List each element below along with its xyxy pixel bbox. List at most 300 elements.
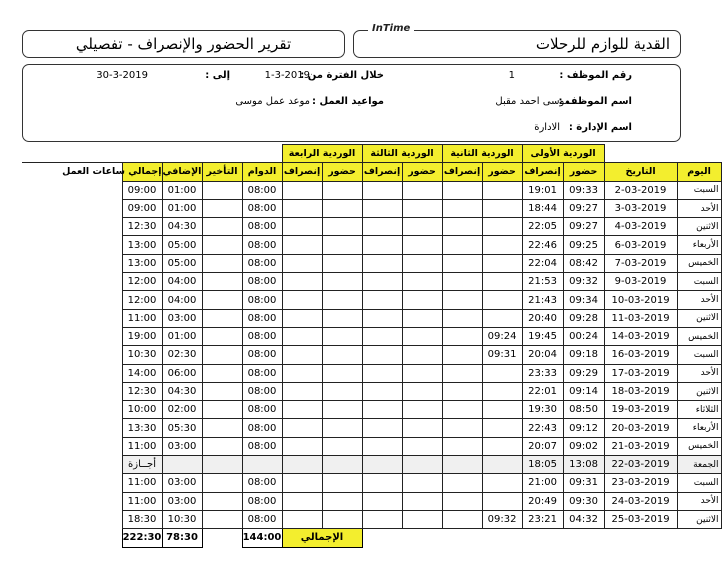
cell-shift1-in: 13:08	[563, 456, 604, 474]
cell-date: 25-03-2019	[604, 510, 677, 528]
col-s4-out: إنصراف	[282, 163, 322, 181]
cell-date: 20-03-2019	[604, 419, 677, 437]
cell-shift4-out	[282, 492, 322, 510]
cell-shift3-in	[402, 346, 442, 364]
cell-shift3-in	[402, 309, 442, 327]
cell-shift3-in	[402, 456, 442, 474]
table-row	[22, 364, 721, 382]
cell-duty: 08:00	[242, 309, 282, 327]
period-to: 30-3-2019	[96, 70, 148, 81]
cell-shift1-in: 09:25	[563, 236, 604, 254]
cell-shift2-out	[442, 291, 482, 309]
cell-shift3-in	[402, 364, 442, 382]
cell-shift3-in	[402, 291, 442, 309]
cell-shift3-out	[362, 510, 402, 528]
cell-shift4-out	[282, 419, 322, 437]
cell-shift2-in: 09:32	[482, 510, 522, 528]
totals-overtime: 78:30	[162, 529, 202, 547]
cell-shift1-out: 22:04	[522, 254, 563, 272]
col-s1-in: حضور	[563, 163, 604, 181]
cell-shift2-out	[442, 510, 482, 528]
cell-delay	[202, 510, 242, 528]
cell-delay	[202, 327, 242, 345]
attendance-table	[22, 144, 722, 548]
cell-shift2-out	[442, 273, 482, 291]
cell-shift4-in	[322, 327, 362, 345]
cell-overtime: 03:00	[162, 492, 202, 510]
col-s2-in: حضور	[482, 163, 522, 181]
cell-day: الأربعاء	[677, 419, 721, 437]
cell-day: السبت	[677, 181, 721, 199]
cell-total-hours: 11:00	[122, 492, 162, 510]
cell-shift1-out: 21:43	[522, 291, 563, 309]
cell-duty: 08:00	[242, 273, 282, 291]
col-delay: التأخير	[202, 163, 242, 181]
cell-shift1-in: 09:14	[563, 382, 604, 400]
cell-shift4-out	[282, 474, 322, 492]
cell-shift1-out: 20:04	[522, 346, 563, 364]
cell-shift1-out: 20:49	[522, 492, 563, 510]
cell-shift4-out	[282, 401, 322, 419]
cell-shift2-in	[482, 419, 522, 437]
cell-duty: 08:00	[242, 382, 282, 400]
table-row	[22, 273, 721, 291]
cell-shift3-in	[402, 254, 442, 272]
table-row	[22, 291, 721, 309]
cell-shift1-out: 19:30	[522, 401, 563, 419]
cell-total-hours: 09:00	[122, 199, 162, 217]
cell-total-hours: 11:00	[122, 309, 162, 327]
cell-day: الجمعة	[677, 456, 721, 474]
cell-date: 4-03-2019	[604, 218, 677, 236]
col-s4-in: حضور	[322, 163, 362, 181]
cell-delay	[202, 364, 242, 382]
cell-overtime: 01:00	[162, 199, 202, 217]
cell-delay	[202, 419, 242, 437]
cell-total-hours: 13:00	[122, 254, 162, 272]
cell-shift2-out	[442, 419, 482, 437]
cell-shift3-out	[362, 437, 402, 455]
cell-shift1-out: 22:43	[522, 419, 563, 437]
cell-date: 16-03-2019	[604, 346, 677, 364]
cell-total-hours: 09:00	[122, 181, 162, 199]
col-s3-in: حضور	[402, 163, 442, 181]
cell-shift2-out	[442, 492, 482, 510]
cell-duty: 08:00	[242, 181, 282, 199]
cell-shift2-in	[482, 181, 522, 199]
cell-shift1-out: 23:33	[522, 364, 563, 382]
cell-shift2-in	[482, 492, 522, 510]
cell-day: الخميس	[677, 327, 721, 345]
cell-shift3-out	[362, 346, 402, 364]
cell-shift4-out	[282, 181, 322, 199]
cell-shift1-in: 09:27	[563, 199, 604, 217]
cell-shift4-out	[282, 291, 322, 309]
cell-total-hours: 12:30	[122, 382, 162, 400]
cell-total-hours: 10:00	[122, 401, 162, 419]
cell-shift4-out	[282, 199, 322, 217]
table-row	[22, 419, 721, 437]
cell-shift3-out	[362, 382, 402, 400]
cell-shift2-out	[442, 199, 482, 217]
cell-delay	[202, 309, 242, 327]
cell-shift3-in	[402, 419, 442, 437]
cell-duty: 08:00	[242, 401, 282, 419]
cell-shift2-out	[442, 401, 482, 419]
cell-shift4-in	[322, 236, 362, 254]
cell-shift3-in	[402, 273, 442, 291]
cell-shift3-out	[362, 181, 402, 199]
col-s2-out: إنصراف	[442, 163, 482, 181]
employee-info-box	[22, 64, 681, 142]
cell-shift1-in: 09:02	[563, 437, 604, 455]
cell-duty: 08:00	[242, 474, 282, 492]
cell-shift2-in	[482, 236, 522, 254]
cell-date: 10-03-2019	[604, 291, 677, 309]
totals-duty: 144:00	[242, 529, 282, 547]
cell-shift4-in	[322, 273, 362, 291]
cell-shift3-out	[362, 364, 402, 382]
cell-shift2-out	[442, 382, 482, 400]
cell-delay	[202, 492, 242, 510]
dept: الادارة	[534, 122, 560, 133]
cell-shift1-in: 09:28	[563, 309, 604, 327]
cell-shift1-in: 09:30	[563, 492, 604, 510]
cell-date: 18-03-2019	[604, 382, 677, 400]
cell-shift1-out: 20:07	[522, 437, 563, 455]
cell-shift1-in: 09:12	[563, 419, 604, 437]
table-row	[22, 456, 721, 474]
cell-shift1-in: 08:50	[563, 401, 604, 419]
cell-shift3-in	[402, 492, 442, 510]
cell-day: الأحد	[677, 364, 721, 382]
cell-duty: 08:00	[242, 236, 282, 254]
col-duty: الدوام	[242, 163, 282, 181]
cell-shift3-in	[402, 181, 442, 199]
cell-shift2-out	[442, 327, 482, 345]
cell-total-hours: 12:30	[122, 218, 162, 236]
cell-total-hours: 12:00	[122, 273, 162, 291]
cell-delay	[202, 346, 242, 364]
cell-shift3-out	[362, 291, 402, 309]
attendance-rows	[22, 181, 721, 529]
cell-shift2-in	[482, 254, 522, 272]
dept-label: اسم الإدارة :	[568, 122, 632, 133]
cell-shift2-in	[482, 401, 522, 419]
cell-shift4-out	[282, 309, 322, 327]
cell-shift2-in	[482, 456, 522, 474]
shift1-header: الوردية الأولى	[522, 145, 604, 163]
cell-delay	[202, 218, 242, 236]
totals-hours: 222:30	[122, 529, 162, 547]
cell-date: 21-03-2019	[604, 437, 677, 455]
table-row	[22, 309, 721, 327]
cell-shift3-in	[402, 401, 442, 419]
col-s3-out: إنصراف	[362, 163, 402, 181]
cell-shift2-in	[482, 437, 522, 455]
cell-overtime: 10:30	[162, 510, 202, 528]
cell-shift4-in	[322, 456, 362, 474]
cell-shift4-in	[322, 218, 362, 236]
cell-shift2-out	[442, 456, 482, 474]
cell-duty: 08:00	[242, 492, 282, 510]
cell-shift2-in	[482, 364, 522, 382]
cell-day: الاثنين	[677, 510, 721, 528]
cell-shift3-in	[402, 474, 442, 492]
cell-date: 3-03-2019	[604, 199, 677, 217]
period-from: 1-3-2019	[264, 70, 310, 81]
table-row	[22, 218, 721, 236]
cell-shift2-out	[442, 437, 482, 455]
cell-shift4-in	[322, 291, 362, 309]
cell-overtime: 03:00	[162, 309, 202, 327]
table-row	[22, 437, 721, 455]
cell-shift3-in	[402, 218, 442, 236]
cell-duty: 08:00	[242, 218, 282, 236]
cell-day: الخميس	[677, 437, 721, 455]
table-row	[22, 327, 721, 345]
cell-overtime: 06:00	[162, 364, 202, 382]
cell-total-hours: 11:00	[122, 437, 162, 455]
emp-name: موسى احمد مقبل	[495, 96, 570, 107]
cell-day: السبت	[677, 346, 721, 364]
col-total-hours: إجمالي ساعات العمل	[122, 163, 162, 181]
cell-delay	[202, 273, 242, 291]
cell-date: 24-03-2019	[604, 492, 677, 510]
to-label: إلى :	[205, 70, 230, 81]
cell-shift4-in	[322, 510, 362, 528]
cell-shift2-in	[482, 218, 522, 236]
cell-shift1-in: 09:32	[563, 273, 604, 291]
cell-shift2-out	[442, 236, 482, 254]
cell-total-hours: 11:00	[122, 474, 162, 492]
cell-shift2-in: 09:31	[482, 346, 522, 364]
cell-delay	[202, 199, 242, 217]
cell-overtime: 04:00	[162, 273, 202, 291]
cell-date: 23-03-2019	[604, 474, 677, 492]
cell-duty	[242, 456, 282, 474]
cell-shift2-in: 09:24	[482, 327, 522, 345]
cell-overtime	[162, 456, 202, 474]
shift2-header: الوردية الثانية	[442, 145, 522, 163]
cell-overtime: 01:00	[162, 181, 202, 199]
cell-shift4-out	[282, 254, 322, 272]
shift3-header: الوردية الثالثة	[362, 145, 442, 163]
cell-date: 2-03-2019	[604, 181, 677, 199]
cell-shift1-out: 19:45	[522, 327, 563, 345]
cell-shift4-in	[322, 474, 362, 492]
cell-overtime: 05:00	[162, 236, 202, 254]
cell-shift4-out	[282, 382, 322, 400]
table-row	[22, 492, 721, 510]
cell-shift3-in	[402, 437, 442, 455]
cell-shift4-out	[282, 510, 322, 528]
cell-shift4-out	[282, 346, 322, 364]
cell-shift1-out: 22:46	[522, 236, 563, 254]
cell-shift2-in	[482, 199, 522, 217]
shift4-header: الوردية الرابعة	[282, 145, 362, 163]
emp-name-label: اسم الموظف :	[558, 96, 632, 107]
cell-delay	[202, 254, 242, 272]
cell-shift4-out	[282, 364, 322, 382]
cell-overtime: 05:00	[162, 254, 202, 272]
col-day: اليوم	[677, 163, 721, 181]
cell-delay	[202, 382, 242, 400]
table-row	[22, 199, 721, 217]
cell-day: الثلاثاء	[677, 401, 721, 419]
totals-label: الإجمالي	[282, 529, 362, 547]
cell-duty: 08:00	[242, 291, 282, 309]
cell-shift1-in: 09:33	[563, 181, 604, 199]
cell-shift3-out	[362, 419, 402, 437]
report-title: تقرير الحضور والإنصراف - تفصيلي	[75, 35, 292, 53]
schedule-label: مواعيد العمل :	[312, 96, 384, 107]
cell-shift4-in	[322, 437, 362, 455]
cell-shift1-in: 04:32	[563, 510, 604, 528]
cell-shift1-out: 23:21	[522, 510, 563, 528]
cell-shift4-out	[282, 273, 322, 291]
cell-shift4-in	[322, 346, 362, 364]
cell-shift2-out	[442, 346, 482, 364]
cell-shift2-out	[442, 309, 482, 327]
cell-shift3-out	[362, 474, 402, 492]
cell-shift1-in: 09:18	[563, 346, 604, 364]
cell-shift2-out	[442, 364, 482, 382]
report-title-box	[22, 30, 345, 58]
cell-date: 9-03-2019	[604, 273, 677, 291]
cell-date: 11-03-2019	[604, 309, 677, 327]
cell-duty: 08:00	[242, 254, 282, 272]
cell-date: 17-03-2019	[604, 364, 677, 382]
company-name: القدية للوازم للرحلات	[535, 35, 670, 53]
cell-date: 19-03-2019	[604, 401, 677, 419]
cell-day: الاثنين	[677, 382, 721, 400]
cell-day: الأربعاء	[677, 236, 721, 254]
table-row	[22, 401, 721, 419]
cell-shift2-in	[482, 382, 522, 400]
cell-shift3-in	[402, 236, 442, 254]
cell-total-hours: 10:30	[122, 346, 162, 364]
cell-day: السبت	[677, 474, 721, 492]
cell-total-hours: 14:00	[122, 364, 162, 382]
cell-shift1-out: 19:01	[522, 181, 563, 199]
col-date: التاريخ	[604, 163, 677, 181]
cell-total-hours: 12:00	[122, 291, 162, 309]
cell-shift4-in	[322, 401, 362, 419]
cell-date: 22-03-2019	[604, 456, 677, 474]
cell-shift3-out	[362, 218, 402, 236]
cell-shift2-in	[482, 474, 522, 492]
cell-shift2-in	[482, 309, 522, 327]
table-row	[22, 346, 721, 364]
table-row	[22, 254, 721, 272]
cell-date: 6-03-2019	[604, 236, 677, 254]
cell-shift3-out	[362, 401, 402, 419]
cell-day: الأحد	[677, 492, 721, 510]
cell-shift3-out	[362, 492, 402, 510]
cell-day: الأحد	[677, 199, 721, 217]
cell-shift2-in	[482, 273, 522, 291]
app-name: InTime	[368, 23, 414, 34]
cell-shift3-in	[402, 327, 442, 345]
period-label: خلال الفترة من :	[300, 70, 384, 81]
cell-shift4-out	[282, 437, 322, 455]
cell-overtime: 03:00	[162, 437, 202, 455]
col-overtime: الإضافي	[162, 163, 202, 181]
cell-overtime: 05:30	[162, 419, 202, 437]
cell-day: الاثنين	[677, 309, 721, 327]
cell-overtime: 02:30	[162, 346, 202, 364]
cell-day: السبت	[677, 273, 721, 291]
cell-shift4-in	[322, 199, 362, 217]
cell-delay	[202, 437, 242, 455]
cell-delay	[202, 474, 242, 492]
cell-shift1-in: 09:34	[563, 291, 604, 309]
cell-shift4-out	[282, 327, 322, 345]
company-box	[353, 30, 681, 58]
cell-overtime: 02:00	[162, 401, 202, 419]
cell-shift4-in	[322, 419, 362, 437]
cell-day: الاثنين	[677, 218, 721, 236]
cell-shift2-in	[482, 291, 522, 309]
totals-row	[22, 529, 721, 547]
cell-overtime: 04:30	[162, 218, 202, 236]
table-row	[22, 510, 721, 528]
cell-shift3-out	[362, 254, 402, 272]
cell-shift1-out: 20:40	[522, 309, 563, 327]
cell-overtime: 04:30	[162, 382, 202, 400]
cell-shift3-out	[362, 327, 402, 345]
cell-shift1-out: 21:53	[522, 273, 563, 291]
cell-total-hours: 18:30	[122, 510, 162, 528]
cell-shift3-out	[362, 236, 402, 254]
cell-shift1-out: 21:00	[522, 474, 563, 492]
cell-shift1-out: 22:01	[522, 382, 563, 400]
table-row	[22, 382, 721, 400]
emp-no: 1	[508, 70, 515, 81]
col-s1-out: إنصراف	[522, 163, 563, 181]
cell-shift4-in	[322, 364, 362, 382]
table-row	[22, 474, 721, 492]
cell-duty: 08:00	[242, 327, 282, 345]
cell-overtime: 04:00	[162, 291, 202, 309]
cell-shift4-out	[282, 218, 322, 236]
schedule: موعد عمل موسى	[235, 96, 310, 107]
cell-overtime: 01:00	[162, 327, 202, 345]
cell-shift2-out	[442, 474, 482, 492]
cell-shift2-out	[442, 218, 482, 236]
cell-total-hours: 13:30	[122, 419, 162, 437]
cell-duty: 08:00	[242, 419, 282, 437]
table-row	[22, 181, 721, 199]
cell-delay	[202, 181, 242, 199]
cell-shift3-in	[402, 199, 442, 217]
cell-shift4-out	[282, 236, 322, 254]
cell-shift2-out	[442, 181, 482, 199]
cell-date: 7-03-2019	[604, 254, 677, 272]
cell-shift4-in	[322, 181, 362, 199]
cell-shift4-out	[282, 456, 322, 474]
cell-shift3-in	[402, 382, 442, 400]
cell-shift2-out	[442, 254, 482, 272]
cell-shift1-out: 22:05	[522, 218, 563, 236]
cell-total-hours: أجــازة	[122, 456, 162, 474]
cell-shift3-out	[362, 309, 402, 327]
cell-duty: 08:00	[242, 346, 282, 364]
cell-day: الخميس	[677, 254, 721, 272]
cell-shift1-in: 09:27	[563, 218, 604, 236]
cell-total-hours: 13:00	[122, 236, 162, 254]
